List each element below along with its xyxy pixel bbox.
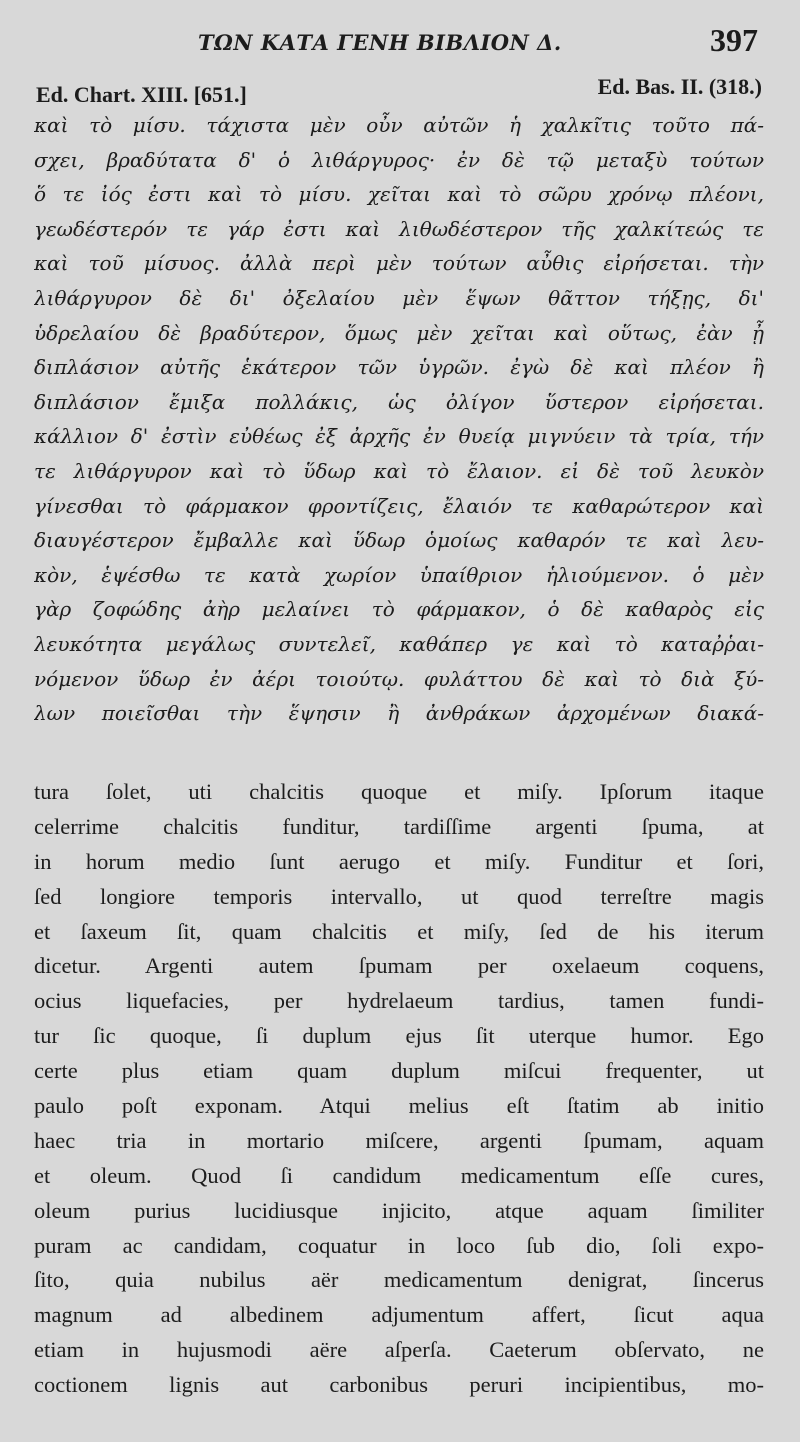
greek-line: διπλάσιον ἔμιξα πολλάκις, ὡς ὀλίγον ὕστερον εἰρήσεται. — [34, 389, 764, 414]
latin-line: ocius liquefacies, per hydrelaeum tardius, tamen fundi- — [34, 988, 764, 1014]
greek-line: τε λιθάργυρον καὶ τὸ ὕδωρ καὶ τὸ ἔλαιον. εἰ δὲ τοῦ λευκὸν — [34, 458, 764, 483]
greek-line: καὶ τὸ μίσυ. τάχιστα μὲν οὖν αὐτῶν ἡ χαλκῖτις τοῦτο πά- — [34, 113, 764, 137]
latin-text-block — [34, 775, 764, 1403]
greek-line: γεωδέστερόν τε γάρ ἐστι καὶ λιθωδέστερον τῆς χαλκίτεώς τε — [34, 216, 764, 241]
latin-line: tura ſolet, uti chalcitis quoque et miſy. Ipſorum itaque — [34, 779, 764, 804]
greek-line: λων ποιεῖσθαι τὴν ἕψησιν ἢ ἀνθράκων ἀρχομένων διακά- — [34, 701, 764, 726]
latin-line: et oleum. Quod ſi candidum medicamentum eſſe cures, — [34, 1162, 764, 1188]
latin-line: magnum ad albedinem adjumentum affert, ſicut aqua — [34, 1302, 764, 1328]
latin-line: oleum purius lucidiusque injicito, atque aquam ſimiliter — [34, 1197, 764, 1223]
latin-line: dicetur. Argenti autem ſpumam per oxelaeum coquens, — [34, 953, 764, 979]
greek-line: λιθάργυρον δὲ δι' ὀξελαίου μὲν ἕψων θᾶττον τήξῃς, δι' — [34, 285, 764, 310]
greek-line: διπλάσιον αὐτῆς ἑκάτερον τῶν ὑγρῶν. ἐγὼ δὲ καὶ πλέον ἢ — [34, 355, 764, 380]
greek-line: καὶ τοῦ μίσυος. ἀλλὰ περὶ μὲν τούτων αὖθις εἰρήσεται. τὴν — [34, 251, 764, 276]
latin-line: celerrime chalcitis funditur, tardiſſime argenti ſpuma, at — [34, 813, 764, 839]
greek-line: γίνεσθαι τὸ φάρμακον φροντίζεις, ἔλαιόν τε καθαρώτερον καὶ — [34, 493, 764, 518]
latin-line: ſito, quia nubilus aër medicamentum denigrat, ſincerus — [34, 1267, 764, 1293]
running-head: ΤΩΝ ΚΑΤΑ ΓΕΝΗ ΒΙΒΛΙΟΝ Δ. — [198, 30, 562, 55]
greek-line: νόμενον ὕδωρ ἐν ἀέρι τοιούτῳ. φυλάττου δὲ καὶ τὸ διὰ ξύ- — [34, 666, 764, 691]
latin-line: puram ac candidam, coquatur in loco ſub dio, ſoli expo- — [34, 1232, 764, 1258]
latin-line: et ſaxeum ſit, quam chalcitis et miſy, ſed de his iterum — [34, 918, 764, 944]
latin-line: paulo poſt exponam. Atqui melius eſt ſtatim ab initio — [34, 1093, 764, 1119]
latin-line: ſed longiore temporis intervallo, ut quod terreſtre magis — [34, 883, 764, 909]
greek-line: γὰρ ζοφώδης ἀὴρ μελαίνει τὸ φάρμακον, ὁ δὲ καθαρὸς εἰς — [34, 597, 764, 622]
greek-line: σχει, βραδύτατα δ' ὁ λιθάργυρος· ἐν δὲ τῷ μεταξὺ τούτων — [34, 147, 764, 172]
greek-line: ὑδρελαίου δὲ βραδύτερον, ὅμως μὲν χεῖται καὶ οὕτως, ἐὰν ᾖ — [34, 320, 764, 345]
greek-line: διαυγέστερον ἔμβαλλε καὶ ὕδωρ ὁμοίως καθαρόν τε καὶ λευ- — [34, 528, 764, 553]
latin-line: coctionem lignis aut carbonibus peruri incipientibus, mo- — [34, 1372, 764, 1398]
page-number: 397 — [710, 22, 758, 58]
latin-line: in horum medio ſunt aerugo et miſy. Funditur et ſori, — [34, 848, 764, 874]
greek-text-block — [34, 108, 764, 731]
greek-line: κὸν, ἑψέσθω τε κατὰ χωρίον ὑπαίθριον ἡλιούμενον. ὁ μὲν — [34, 562, 764, 587]
latin-line: certe plus etiam quam duplum miſcui frequenter, ut — [34, 1058, 764, 1084]
greek-line: λευκότητα μεγάλως συντελεῖ, καθάπερ γε καὶ τὸ καταῤῥαι- — [34, 631, 764, 656]
greek-line: κάλλιον δ' ἐστὶν εὐθέως ἐξ ἀρχῆς ἐν θυείᾳ μιγνύειν τὰ τρία, τήν — [34, 424, 764, 449]
edition-reference-basel: Ed. Bas. II. (318.) — [597, 74, 762, 99]
greek-line: ὅ τε ἰός ἐστι καὶ τὸ μίσυ. χεῖται καὶ τὸ σῶρυ χρόνῳ πλέονι, — [34, 182, 764, 207]
latin-line: tur ſic quoque, ſi duplum ejus ſit uterque humor. Ego — [34, 1023, 764, 1049]
edition-reference-chartier: Ed. Chart. XIII. [651.] — [36, 82, 247, 107]
latin-line: etiam in hujusmodi aëre aſperſa. Caeterum obſervato, ne — [34, 1337, 764, 1363]
latin-line: haec tria in mortario miſcere, argenti ſpumam, aquam — [34, 1127, 764, 1153]
